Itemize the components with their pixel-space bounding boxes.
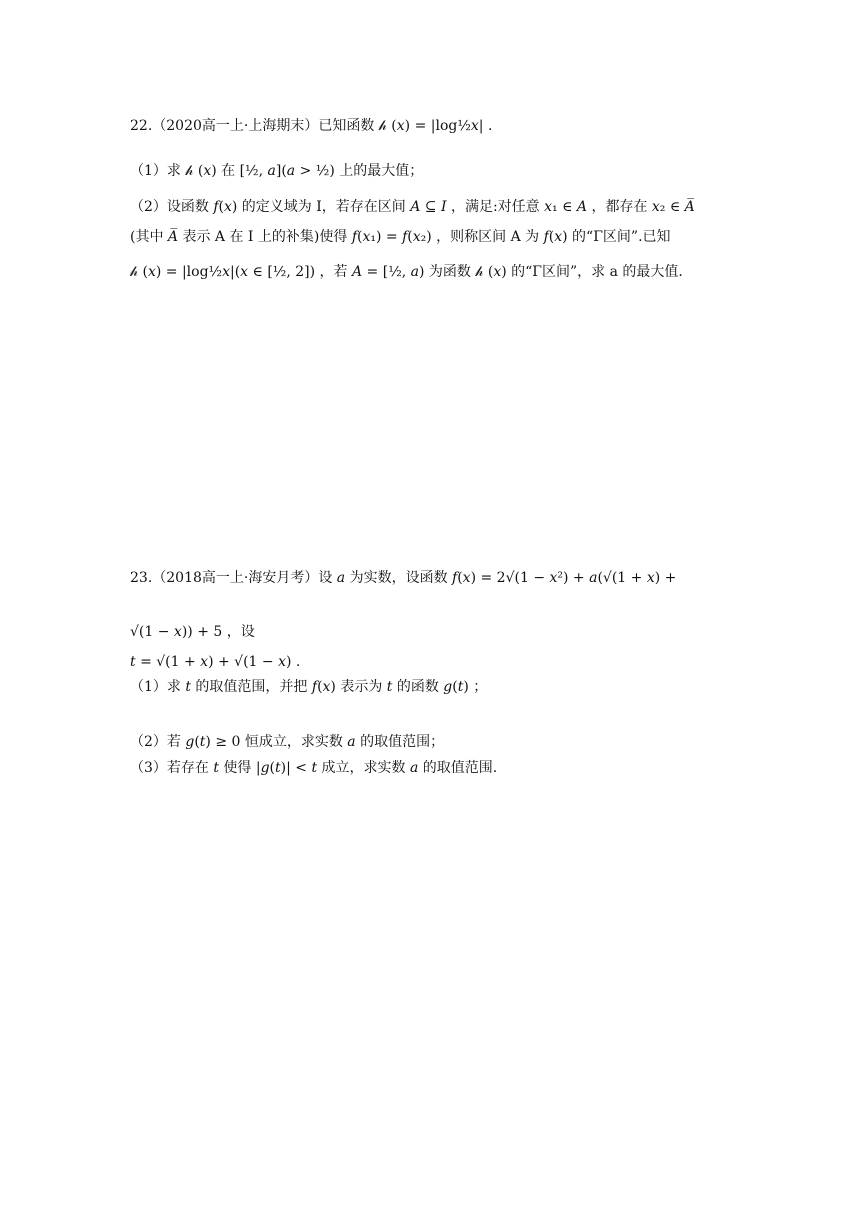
question-22-part-2-line-1: （2）设函数 𝑓(𝑥) 的定义域为 I，若存在区间 𝐴 ⊆ 𝐼 ，满足:对任意 𝑥₁ ∈ 𝐴 ，都存在 𝑥₂ ∈ 𝐴̅ xyxy=(130,199,695,215)
question-22-part-2-line-2: (其中 𝐴̅ 表示 A 在 I 上的补集)使得 𝑓(𝑥₁) = 𝑓(𝑥₂) ，则称区间 A 为 𝑓(𝑥) 的“Γ区间”.已知 xyxy=(130,229,671,245)
question-22-part-1: （1）求 𝒽 (𝑥) 在 [½, 𝑎](𝑎 > ½) 上的最大值； xyxy=(130,163,424,179)
question-23-continuation-2: 𝑡 = √(1 + 𝑥) + √(1 − 𝑥) . xyxy=(130,654,301,670)
question-23-part-3: （3）若存在 𝑡 使得 |𝑔(𝑡)| < 𝑡 成立，求实数 𝑎 的取值范围. xyxy=(130,760,498,776)
question-23-part-2: （2）若 𝑔(𝑡) ≥ 0 恒成立，求实数 𝑎 的取值范围； xyxy=(130,734,445,750)
question-22-header: 22.（2020高一上·上海期末）已知函数 𝒽 (𝑥) = |log½𝑥| . xyxy=(130,118,493,134)
question-23-continuation-1: √(1 − 𝑥)) + 5 ，设 xyxy=(130,624,255,640)
question-23-part-1: （1）求 𝑡 的取值范围，并把 𝑓(𝑥) 表示为 𝑡 的函数 𝑔(𝑡) ； xyxy=(130,679,488,695)
question-22-part-2-line-3: 𝒽 (𝑥) = |log½𝑥|(𝑥 ∈ [½, 2]) ，若 𝐴 = [½, 𝑎) 为函数 𝒽 (𝑥) 的“Γ区间”，求 a 的最大值. xyxy=(130,264,683,280)
question-23-header: 23.（2018高一上·海安月考）设 𝑎 为实数，设函数 𝑓(𝑥) = 2√(1 − 𝑥²) + 𝑎(√(1 + 𝑥) + xyxy=(130,570,677,586)
